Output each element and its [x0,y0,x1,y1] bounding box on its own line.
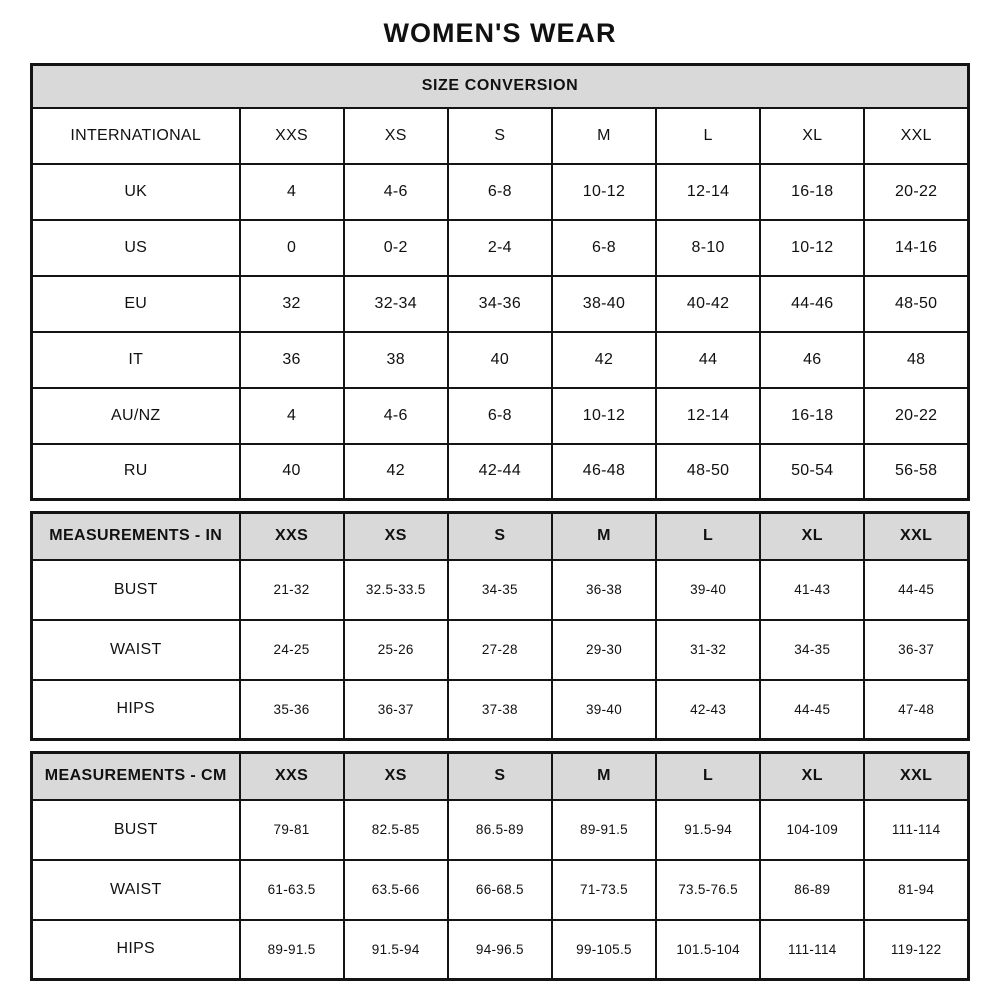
table-row [32,444,969,500]
size-cell: 12-14 [656,164,760,220]
measurement-cell: 29-30 [552,620,656,680]
row-label: WAIST [32,620,240,680]
measurement-cell: 104-109 [760,800,864,860]
table-row [32,276,969,332]
size-cell: 48-50 [656,444,760,500]
size-cell: 46-48 [552,444,656,500]
measurement-cell: 89-91.5 [552,800,656,860]
size-header-cell: XS [344,513,448,560]
measurements-cm-title: MEASUREMENTS - CM [32,753,240,800]
size-cell: 4 [240,164,344,220]
page-title: WOMEN'S WEAR [383,18,617,48]
size-cell: 4-6 [344,388,448,444]
size-cell: 42 [552,332,656,388]
size-cell: 4 [240,388,344,444]
row-label: EU [32,276,240,332]
size-header-cell: XXS [240,753,344,800]
table-row [32,164,969,220]
measurement-cell: 81-94 [864,860,968,920]
measurement-cell: 82.5-85 [344,800,448,860]
size-header-cell: XS [344,753,448,800]
measurement-cell: 36-37 [864,620,968,680]
size-cell: XL [760,108,864,164]
row-label: WAIST [32,860,240,920]
table-row [32,65,969,108]
row-label: HIPS [32,920,240,980]
measurement-cell: 47-48 [864,680,968,740]
size-header-cell: XXL [864,513,968,560]
row-label: US [32,220,240,276]
size-cell: 10-12 [552,164,656,220]
size-cell: 12-14 [656,388,760,444]
measurement-cell: 94-96.5 [448,920,552,980]
measurement-cell: 86-89 [760,860,864,920]
size-conversion-title: SIZE CONVERSION [32,65,969,108]
size-cell: 0-2 [344,220,448,276]
row-label: BUST [32,800,240,860]
table-row [32,332,969,388]
size-cell: 44 [656,332,760,388]
table-row [32,620,969,680]
size-cell: 48-50 [864,276,968,332]
measurement-cell: 36-38 [552,560,656,620]
size-cell: 20-22 [864,164,968,220]
size-cell: 36 [240,332,344,388]
measurement-cell: 44-45 [864,560,968,620]
size-cell: 56-58 [864,444,968,500]
size-header-cell: S [448,513,552,560]
row-label: HIPS [32,680,240,740]
measurement-cell: 79-81 [240,800,344,860]
size-cell: XS [344,108,448,164]
measurement-cell: 66-68.5 [448,860,552,920]
table-row [32,220,969,276]
measurement-cell: 44-45 [760,680,864,740]
size-header-cell: XXL [864,753,968,800]
size-header-cell: M [552,753,656,800]
measurement-cell: 21-32 [240,560,344,620]
table-row [32,388,969,444]
measurement-cell: 24-25 [240,620,344,680]
size-cell: 6-8 [448,388,552,444]
size-cell: 8-10 [656,220,760,276]
row-label: RU [32,444,240,500]
size-cell: 32 [240,276,344,332]
size-cell: 16-18 [760,388,864,444]
measurement-cell: 61-63.5 [240,860,344,920]
measurement-cell: 31-32 [656,620,760,680]
measurement-cell: 63.5-66 [344,860,448,920]
size-cell: 42-44 [448,444,552,500]
size-cell: 10-12 [760,220,864,276]
measurement-cell: 34-35 [760,620,864,680]
size-cell: 32-34 [344,276,448,332]
size-cell: M [552,108,656,164]
measurement-cell: 35-36 [240,680,344,740]
measurements-in-table [30,511,970,741]
row-label: UK [32,164,240,220]
size-cell: XXS [240,108,344,164]
size-cell: 14-16 [864,220,968,276]
measurement-cell: 36-37 [344,680,448,740]
measurement-cell: 39-40 [552,680,656,740]
table-row [32,680,969,740]
measurement-cell: 89-91.5 [240,920,344,980]
size-cell: XXL [864,108,968,164]
measurements-in-title: MEASUREMENTS - IN [32,513,240,560]
size-cell: 20-22 [864,388,968,444]
table-row [32,108,969,164]
measurement-cell: 71-73.5 [552,860,656,920]
table-row [32,513,969,560]
measurement-cell: 111-114 [864,800,968,860]
measurement-cell: 41-43 [760,560,864,620]
measurement-cell: 73.5-76.5 [656,860,760,920]
size-header-cell: L [656,753,760,800]
row-label: IT [32,332,240,388]
table-row [32,920,969,980]
measurement-cell: 86.5-89 [448,800,552,860]
measurement-cell: 42-43 [656,680,760,740]
size-header-cell: S [448,753,552,800]
size-cell: 48 [864,332,968,388]
size-cell: 46 [760,332,864,388]
measurement-cell: 32.5-33.5 [344,560,448,620]
size-conversion-table [30,63,970,501]
size-cell: 38 [344,332,448,388]
row-label: AU/NZ [32,388,240,444]
measurement-cell: 34-35 [448,560,552,620]
size-cell: 2-4 [448,220,552,276]
measurement-cell: 91.5-94 [656,800,760,860]
size-cell: 38-40 [552,276,656,332]
size-header-cell: M [552,513,656,560]
size-cell: 34-36 [448,276,552,332]
size-cell: 40-42 [656,276,760,332]
size-header-cell: XL [760,513,864,560]
table-row [32,800,969,860]
size-cell: 42 [344,444,448,500]
measurement-cell: 99-105.5 [552,920,656,980]
measurement-cell: 111-114 [760,920,864,980]
size-header-cell: XXS [240,513,344,560]
measurement-cell: 37-38 [448,680,552,740]
row-label: BUST [32,560,240,620]
measurement-cell: 91.5-94 [344,920,448,980]
size-cell: 16-18 [760,164,864,220]
table-row [32,560,969,620]
measurements-cm-table [30,751,970,981]
measurement-cell: 25-26 [344,620,448,680]
size-cell: 40 [240,444,344,500]
size-cell: 10-12 [552,388,656,444]
size-cell: S [448,108,552,164]
size-cell: 40 [448,332,552,388]
size-header-cell: L [656,513,760,560]
measurement-cell: 101.5-104 [656,920,760,980]
size-cell: 6-8 [552,220,656,276]
row-label: INTERNATIONAL [32,108,240,164]
size-cell: 0 [240,220,344,276]
size-cell: 4-6 [344,164,448,220]
measurement-cell: 39-40 [656,560,760,620]
measurement-cell: 27-28 [448,620,552,680]
table-row [32,753,969,800]
size-cell: 50-54 [760,444,864,500]
size-cell: 6-8 [448,164,552,220]
size-header-cell: XL [760,753,864,800]
size-cell: L [656,108,760,164]
size-cell: 44-46 [760,276,864,332]
table-row [32,860,969,920]
measurement-cell: 119-122 [864,920,968,980]
